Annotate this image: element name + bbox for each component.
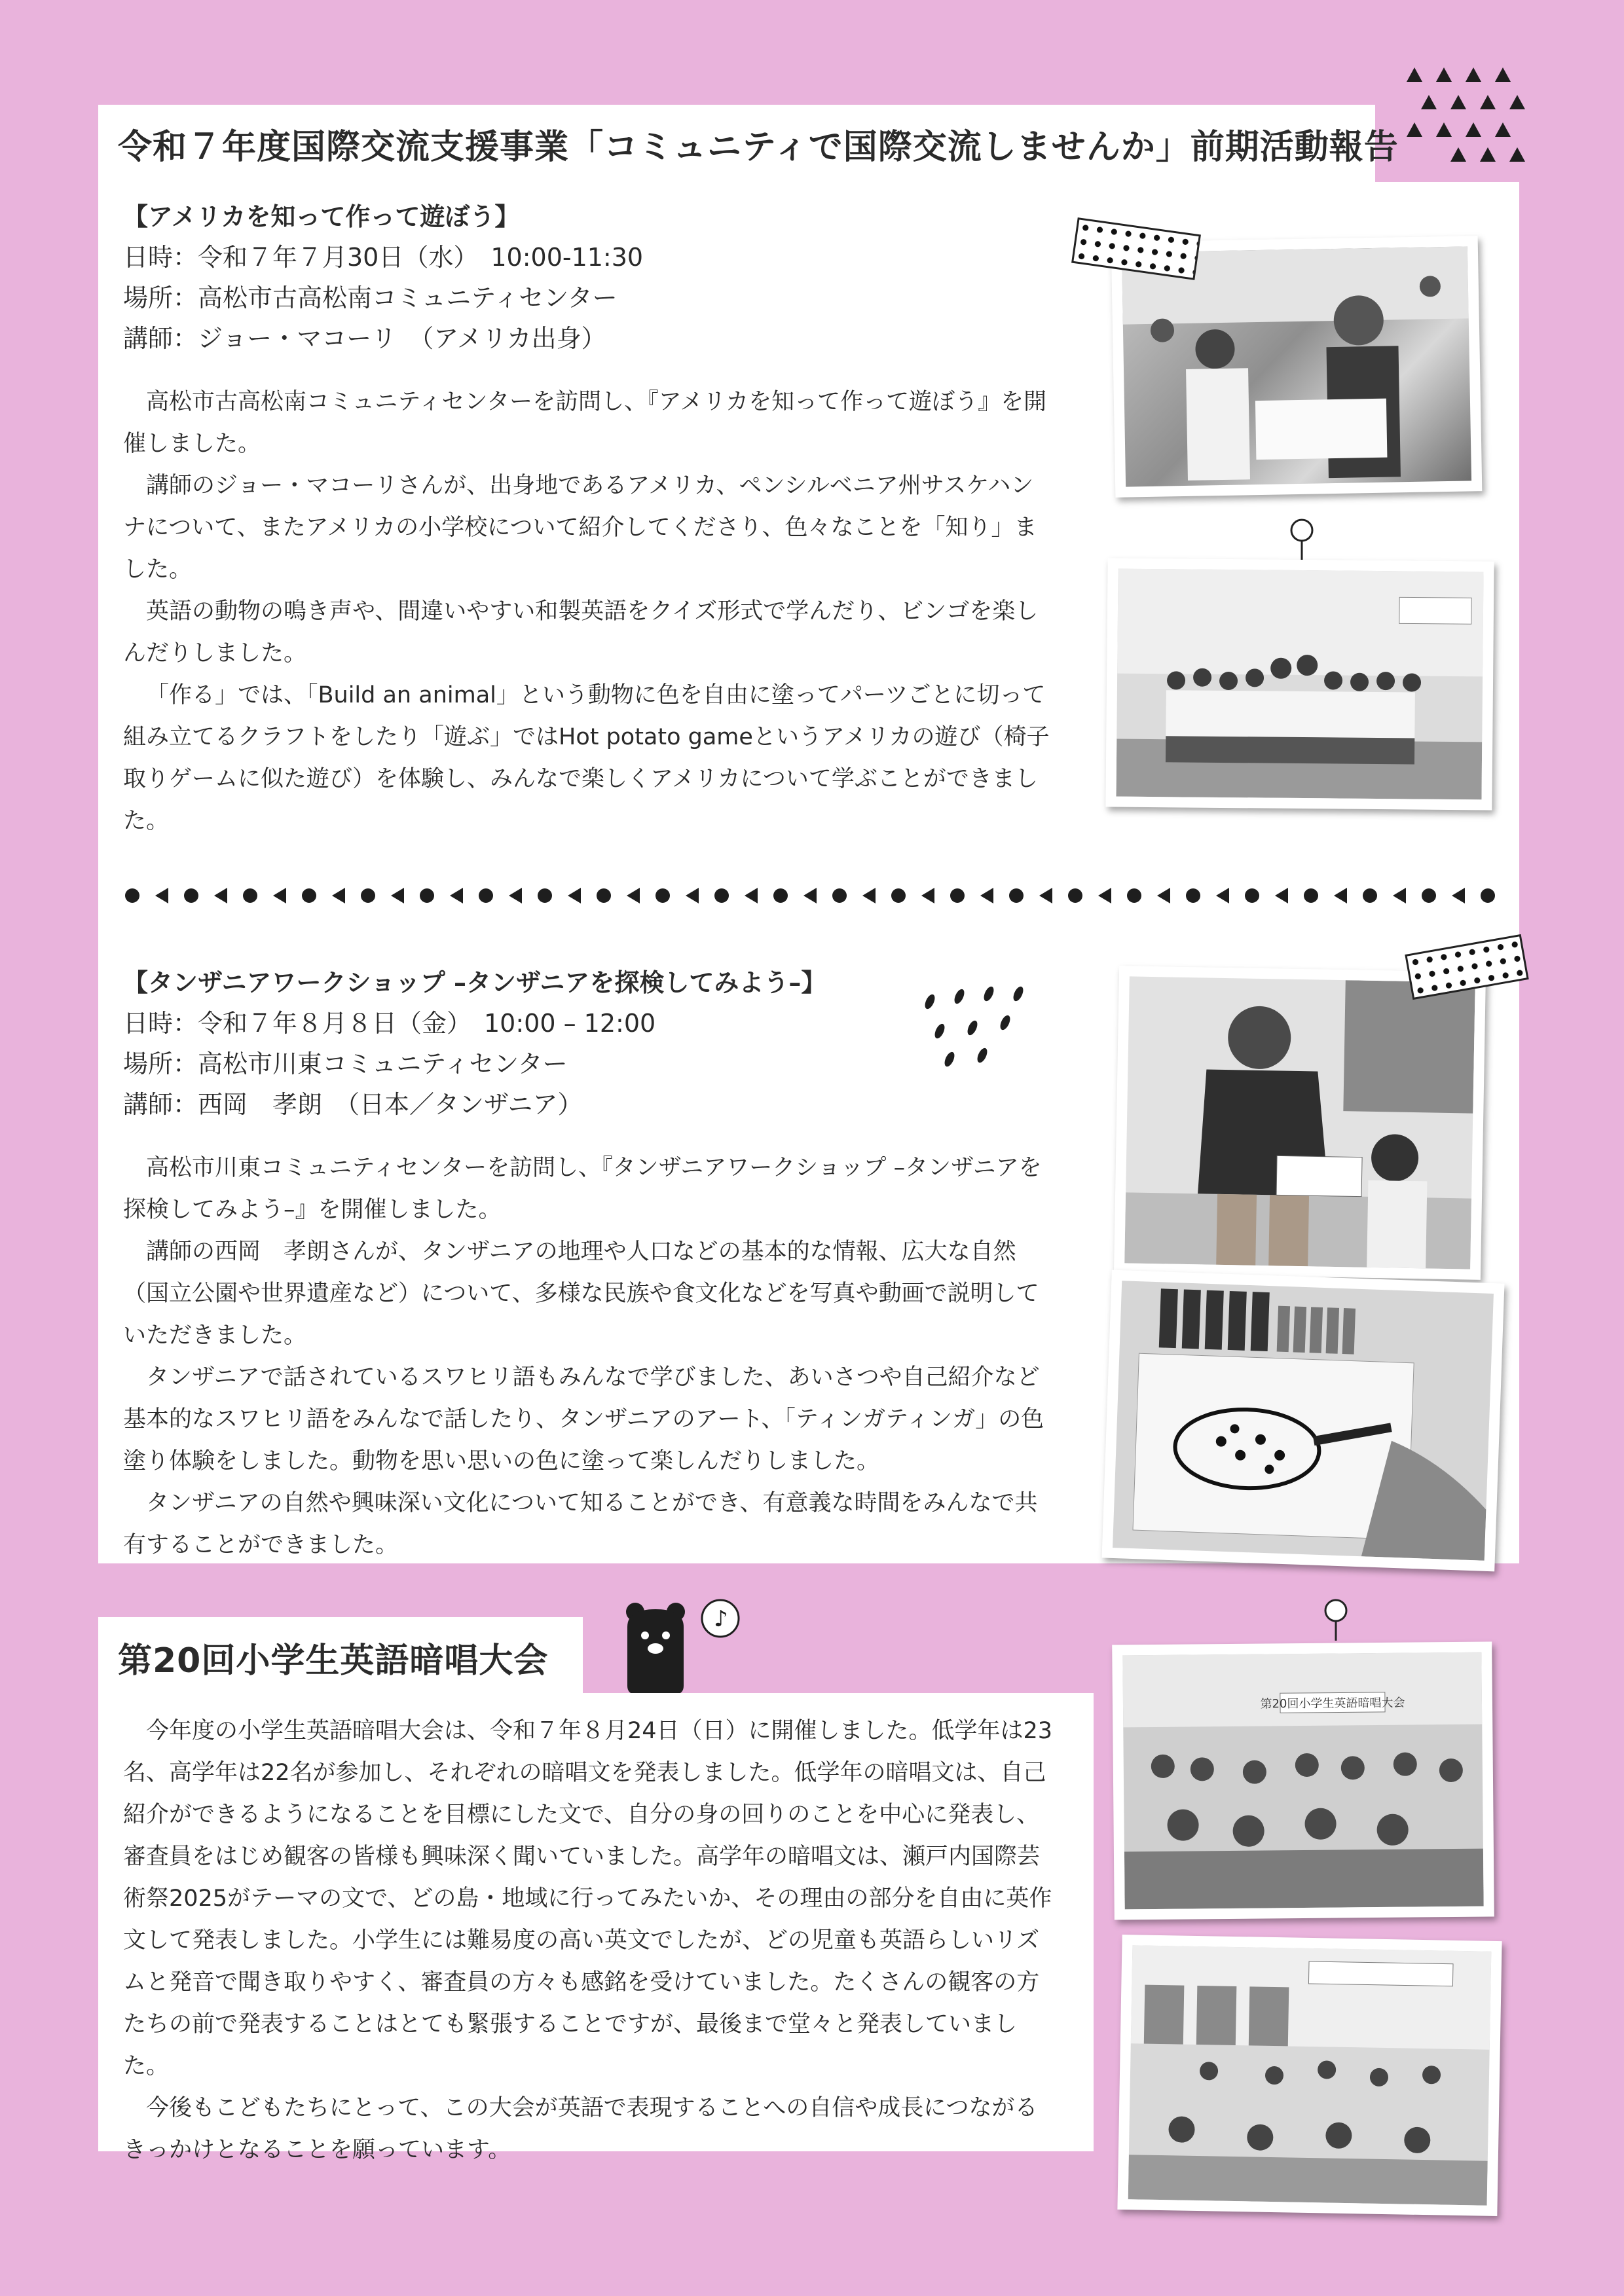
divider-dot — [184, 888, 198, 903]
event2-paragraph: 高松市川東コミュニティセンターを訪問し、『タンザニアワークショップ –タンザニアを探検してみよう–』を開催しました。 — [123, 1155, 1042, 1223]
divider-dot — [1481, 888, 1495, 903]
divider-triangle — [332, 888, 345, 903]
divider-dot — [1009, 888, 1024, 903]
event1-paragraph: 講師のジョー・マコーリさんが、出身地であるアメリカ、ペンシルベニア州サスケハンナについて、またアメリカの小学校について紹介してくださり、色々なことを「知り」ました。 — [123, 473, 1037, 583]
event1-paragraph: 「作る」では、「Build an animal」という動物に色を自由に塗ってパーツごとに切って組み立てるクラフトをしたり「遊ぶ」ではHot potato gameというアメリカの遊び（椅子取りゲームに似た遊び）を体験し、みんなで楽しくアメリカについて学ぶことができました。 — [123, 682, 1050, 834]
event2-paragraph: タンザニアの自然や興味深い文化について知ることができ、有意義な時間をみんなで共有することができました。 — [123, 1490, 1038, 1558]
event2-place: 場所：高松市川東コミュニティセンター — [123, 1049, 568, 1078]
event1-lecturer: 講師：ジョー・マコーリ （アメリカ出身） — [123, 324, 606, 353]
divider-dot — [1304, 888, 1318, 903]
divider-dot — [1068, 888, 1082, 903]
divider-dot — [538, 888, 552, 903]
event1-body — [123, 381, 1053, 842]
section2-title: 第20回小学生英語暗唱大会 — [118, 1641, 549, 1681]
divider-dot — [361, 888, 375, 903]
divider-triangle — [1157, 888, 1170, 903]
banner-text: 第20回小学生英語暗唱大会 — [1260, 1696, 1405, 1711]
event2-info — [123, 962, 826, 1125]
divider-triangle — [1098, 888, 1111, 903]
divider-dot — [773, 888, 788, 903]
divider-triangle — [980, 888, 993, 903]
divider-dot — [1127, 888, 1141, 903]
event2-date: 日時：令和７年８月８日（金） 10:00 – 12:00 — [123, 1009, 656, 1038]
divider-triangle — [509, 888, 522, 903]
divider-dot — [125, 888, 139, 903]
divider-triangle — [1275, 888, 1288, 903]
divider-dot — [1186, 888, 1200, 903]
event2-body — [123, 1147, 1053, 1566]
divider-dot — [302, 888, 316, 903]
divider-triangle — [1452, 888, 1465, 903]
event2-paragraph: 講師の西岡 孝朗さんが、タンザニアの地理や人口などの基本的な情報、広大な自然（国立公園や世界遺産など）について、多様な民族や食文化などを写真や動画で説明していただきました。 — [123, 1239, 1039, 1349]
divider-dot — [655, 888, 670, 903]
divider-dot — [420, 888, 434, 903]
divider-dot — [243, 888, 257, 903]
divider-dot — [479, 888, 493, 903]
event1-photo-group — [1105, 558, 1494, 810]
event2-photo-instructor — [1114, 966, 1486, 1280]
divider-dot — [950, 888, 965, 903]
divider-triangle — [1334, 888, 1347, 903]
recitation-photo-hall — [1117, 1935, 1502, 2216]
recitation-paragraph: 今後もこどもたちにとって、この大会が英語で表現することへの自信や成長につながるきっかけとなることを願っています。 — [123, 2095, 1038, 2163]
divider-triangle — [568, 888, 581, 903]
divider-dot — [597, 888, 611, 903]
divider-triangle — [862, 888, 876, 903]
event1-paragraph: 英語の動物の鳴き声や、間違いやすい和製英語をクイズ形式で学んだり、ビンゴを楽しんだりしました。 — [123, 598, 1039, 666]
triangle-pattern-decoration — [1395, 56, 1526, 167]
event2-lecturer: 講師：西岡 孝朗 （日本／タンザニア） — [123, 1090, 583, 1119]
divider-triangle — [155, 888, 168, 903]
divider-triangle — [686, 888, 699, 903]
section1-title: 令和７年度国際交流支援事業「コミュニティで国際交流しませんか」前期活動報告 — [118, 128, 1399, 167]
event1-place: 場所：高松市古高松南コミュニティセンター — [123, 283, 618, 312]
event1-heading: 【アメリカを知って作って遊ぼう】 — [123, 202, 520, 231]
divider-triangle — [627, 888, 640, 903]
divider-triangle — [1216, 888, 1229, 903]
divider-triangle — [921, 888, 934, 903]
bear-icon — [622, 1597, 747, 1696]
divider-triangle — [1393, 888, 1406, 903]
divider-triangle — [1039, 888, 1052, 903]
divider-dot — [714, 888, 729, 903]
event2-heading: 【タンザニアワークショップ –タンザニアを探検してみよう–】 — [123, 968, 826, 997]
divider-triangle — [273, 888, 286, 903]
recitation-paragraph: 今年度の小学生英語暗唱大会は、令和７年８月24日（日）に開催しました。低学年は23名、高学年は22名が参加し、それぞれの暗唱文を発表しました。低学年の暗唱文は、自己紹介ができるようになることを目標にした文で、自分の身の回りのことを中心に発表し、審査員をはじめ観客の皆様も興味深く聞いていました。高学年の暗唱文は、瀬戸内国際芸術祭2025がテーマの文で、どの島・地域に行ってみたいか、その理由の部分を自由に英作文して発表しました。小学生には難易度の高い英文でしたが、どの児童も英語らしいリズムと発音で聞き取りやすく、審査員の方々も感銘を受けていました。たくさんの観客の方たちの前で発表することはとても緊張することですが、最後まで堂々と発表していました。 — [123, 1718, 1053, 2079]
pushpin-icon — [1320, 1597, 1352, 1643]
recitation-body — [123, 1710, 1053, 2171]
event2-photo-painting — [1102, 1270, 1505, 1572]
event1-date: 日時：令和７年７月30日（水） 10:00-11:30 — [123, 243, 644, 272]
divider-triangle — [214, 888, 227, 903]
divider-triangle — [745, 888, 758, 903]
svg-text:♪: ♪ — [714, 1606, 728, 1632]
divider-dot — [891, 888, 906, 903]
pushpin-icon — [1285, 517, 1318, 563]
divider-triangle — [450, 888, 463, 903]
event1-paragraph: 高松市古高松南コミュニティセンターを訪問し、『アメリカを知って作って遊ぼう』を開催しました。 — [123, 389, 1047, 457]
recitation-photo-audience — [1112, 1641, 1494, 1920]
raindrop-decoration — [910, 982, 1041, 1074]
divider-triangle — [803, 888, 817, 903]
divider-dot — [1422, 888, 1436, 903]
divider-dot — [1245, 888, 1259, 903]
divider-triangle — [391, 888, 404, 903]
divider-dot — [832, 888, 847, 903]
event1-info — [123, 196, 643, 359]
divider-dot — [1363, 888, 1377, 903]
dot-triangle-divider — [123, 876, 1498, 915]
event2-paragraph: タンザニアで話されているスワヒリ語もみんなで学びました、あいさつや自己紹介など基本的なスワヒリ語をみんなで話したり、タンザニアのアート、「ティンガティンガ」の色塗り体験をしました。動物を思い思いの色に塗って楽しんだりしました。 — [123, 1364, 1044, 1474]
